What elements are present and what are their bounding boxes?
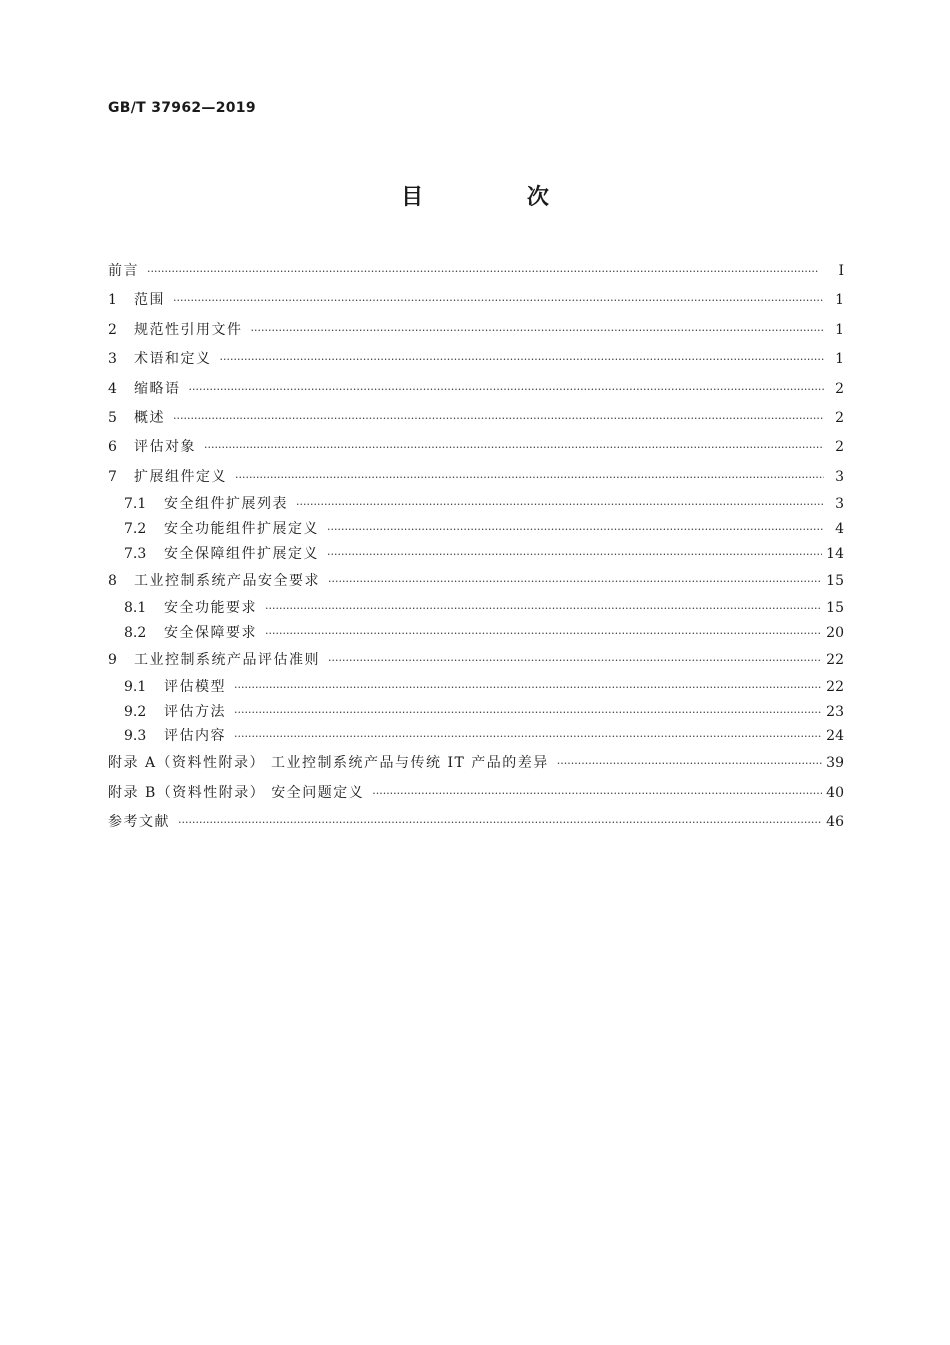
- toc-entry-label: 工业控制系统产品安全要求: [134, 572, 320, 589]
- toc-entry-page: 15: [826, 572, 844, 589]
- toc-entry-label: 范围: [134, 292, 165, 309]
- toc-entry[interactable]: [108, 375, 844, 404]
- toc-entry-page: 4: [835, 520, 844, 537]
- toc-dot-leader: [147, 257, 824, 286]
- toc-dot-leader: [265, 621, 822, 647]
- toc-entry[interactable]: [108, 316, 844, 345]
- toc-entry-label: 安全功能要求: [164, 599, 257, 616]
- toc-entry-number: 6: [108, 439, 117, 456]
- toc-dot-leader: [234, 675, 822, 701]
- toc-entry[interactable]: [108, 492, 844, 517]
- toc-entry-label: 安全保障组件扩展定义: [164, 545, 319, 562]
- toc-entry[interactable]: [108, 286, 844, 315]
- toc-entry[interactable]: [108, 596, 844, 621]
- toc-entry-page: 39: [826, 755, 844, 772]
- toc-entry-number: 9: [108, 651, 117, 668]
- toc-dot-leader: [328, 646, 822, 675]
- table-of-contents: [108, 257, 844, 837]
- toc-entry-number: 7.3: [124, 545, 147, 562]
- toc-dot-leader: [327, 542, 822, 568]
- toc-entry-number: 9.1: [124, 678, 147, 695]
- toc-dot-leader: [296, 492, 824, 518]
- toc-entry-page: 23: [826, 703, 844, 720]
- toc-entry-page: 22: [826, 651, 844, 668]
- toc-entry-number: 8: [108, 572, 117, 589]
- toc-entry[interactable]: [108, 433, 844, 462]
- toc-entry-page: 15: [826, 599, 844, 616]
- toc-dot-leader: [265, 596, 822, 622]
- toc-entry-number: 7: [108, 468, 117, 485]
- toc-entry-number: 8.1: [124, 599, 147, 616]
- standard-number: GB/T 37962—2019: [108, 100, 256, 116]
- toc-entry-label: 缩略语: [134, 380, 181, 397]
- toc-entry[interactable]: [108, 517, 844, 542]
- toc-entry-page: 3: [835, 496, 844, 513]
- toc-entry-page: 1: [835, 292, 844, 309]
- toc-entry[interactable]: [108, 675, 844, 700]
- toc-entry-page: 1: [835, 321, 844, 338]
- toc-dot-leader: [328, 567, 822, 596]
- toc-entry-page: 22: [826, 678, 844, 695]
- toc-entry-label: 规范性引用文件: [134, 321, 243, 338]
- toc-entry-label: 安全保障要求: [164, 624, 257, 641]
- toc-dot-leader: [204, 433, 824, 462]
- toc-dot-leader: [235, 463, 824, 492]
- toc-entry-number: 9.2: [124, 703, 147, 720]
- toc-entry-label: 评估对象: [134, 439, 196, 456]
- toc-entry-page: 2: [835, 380, 844, 397]
- toc-dot-leader: [251, 316, 825, 345]
- toc-entry-label: 工业控制系统产品评估准则: [134, 651, 320, 668]
- toc-entry[interactable]: [108, 404, 844, 433]
- toc-entry-label: 参考文献: [108, 814, 170, 831]
- toc-dot-leader: [173, 286, 824, 315]
- toc-dot-leader: [327, 517, 824, 543]
- toc-entry-number: 3: [108, 351, 117, 368]
- toc-entry-label: 前言: [108, 263, 139, 279]
- toc-entry[interactable]: [108, 345, 844, 374]
- toc-dot-leader: [189, 375, 825, 404]
- toc-entry-page: 2: [835, 439, 844, 456]
- page-title: 目 次: [401, 185, 597, 210]
- toc-dot-leader: [372, 779, 822, 808]
- toc-entry-page: Ⅰ: [838, 263, 844, 279]
- toc-entry-page: 46: [826, 814, 844, 831]
- toc-entry-page: 20: [826, 624, 844, 641]
- toc-dot-leader: [234, 724, 822, 750]
- toc-entry-number: 7.2: [124, 520, 147, 537]
- toc-entry-label: 评估模型: [164, 678, 226, 695]
- toc-entry-label: 安全组件扩展列表: [164, 496, 288, 513]
- toc-dot-leader: [173, 404, 824, 433]
- toc-entry[interactable]: [108, 808, 844, 837]
- toc-entry[interactable]: [108, 700, 844, 725]
- toc-entry-label: 术语和定义: [134, 351, 212, 368]
- toc-entry-label: 扩展组件定义: [134, 468, 227, 485]
- toc-entry-page: 1: [835, 351, 844, 368]
- toc-entry-number: 5: [108, 409, 117, 426]
- toc-entry[interactable]: [108, 779, 844, 808]
- toc-entry-label: 评估方法: [164, 703, 226, 720]
- toc-entry-number: 7.1: [124, 496, 147, 513]
- toc-entry[interactable]: [108, 724, 844, 749]
- toc-entry[interactable]: [108, 621, 844, 646]
- toc-entry-label: 附录 B（资料性附录） 安全问题定义: [108, 784, 365, 801]
- toc-entry-number: 4: [108, 380, 117, 397]
- toc-entry[interactable]: [108, 567, 844, 596]
- toc-entry-number: 1: [108, 292, 117, 309]
- toc-entry[interactable]: [108, 463, 844, 492]
- toc-entry[interactable]: [108, 257, 844, 286]
- toc-entry-label: 安全功能组件扩展定义: [164, 520, 319, 537]
- toc-entry-number: 9.3: [124, 728, 147, 745]
- toc-entry[interactable]: [108, 542, 844, 567]
- toc-dot-leader: [234, 700, 822, 726]
- toc-entry[interactable]: [108, 749, 844, 778]
- toc-entry-label: 概述: [134, 409, 165, 426]
- toc-entry[interactable]: [108, 646, 844, 675]
- toc-entry-label: 评估内容: [164, 728, 226, 745]
- toc-entry-label: 附录 A（资料性附录） 工业控制系统产品与传统 IT 产品的差异: [108, 755, 549, 772]
- toc-entry-number: 8.2: [124, 624, 147, 641]
- toc-entry-number: 2: [108, 321, 117, 338]
- toc-entry-page: 3: [835, 468, 844, 485]
- toc-entry-page: 40: [826, 784, 844, 801]
- toc-entry-page: 14: [826, 545, 844, 562]
- toc-entry-page: 24: [826, 728, 844, 745]
- toc-dot-leader: [220, 345, 825, 374]
- toc-entry-page: 2: [835, 409, 844, 426]
- toc-dot-leader: [557, 749, 822, 778]
- toc-dot-leader: [178, 808, 822, 837]
